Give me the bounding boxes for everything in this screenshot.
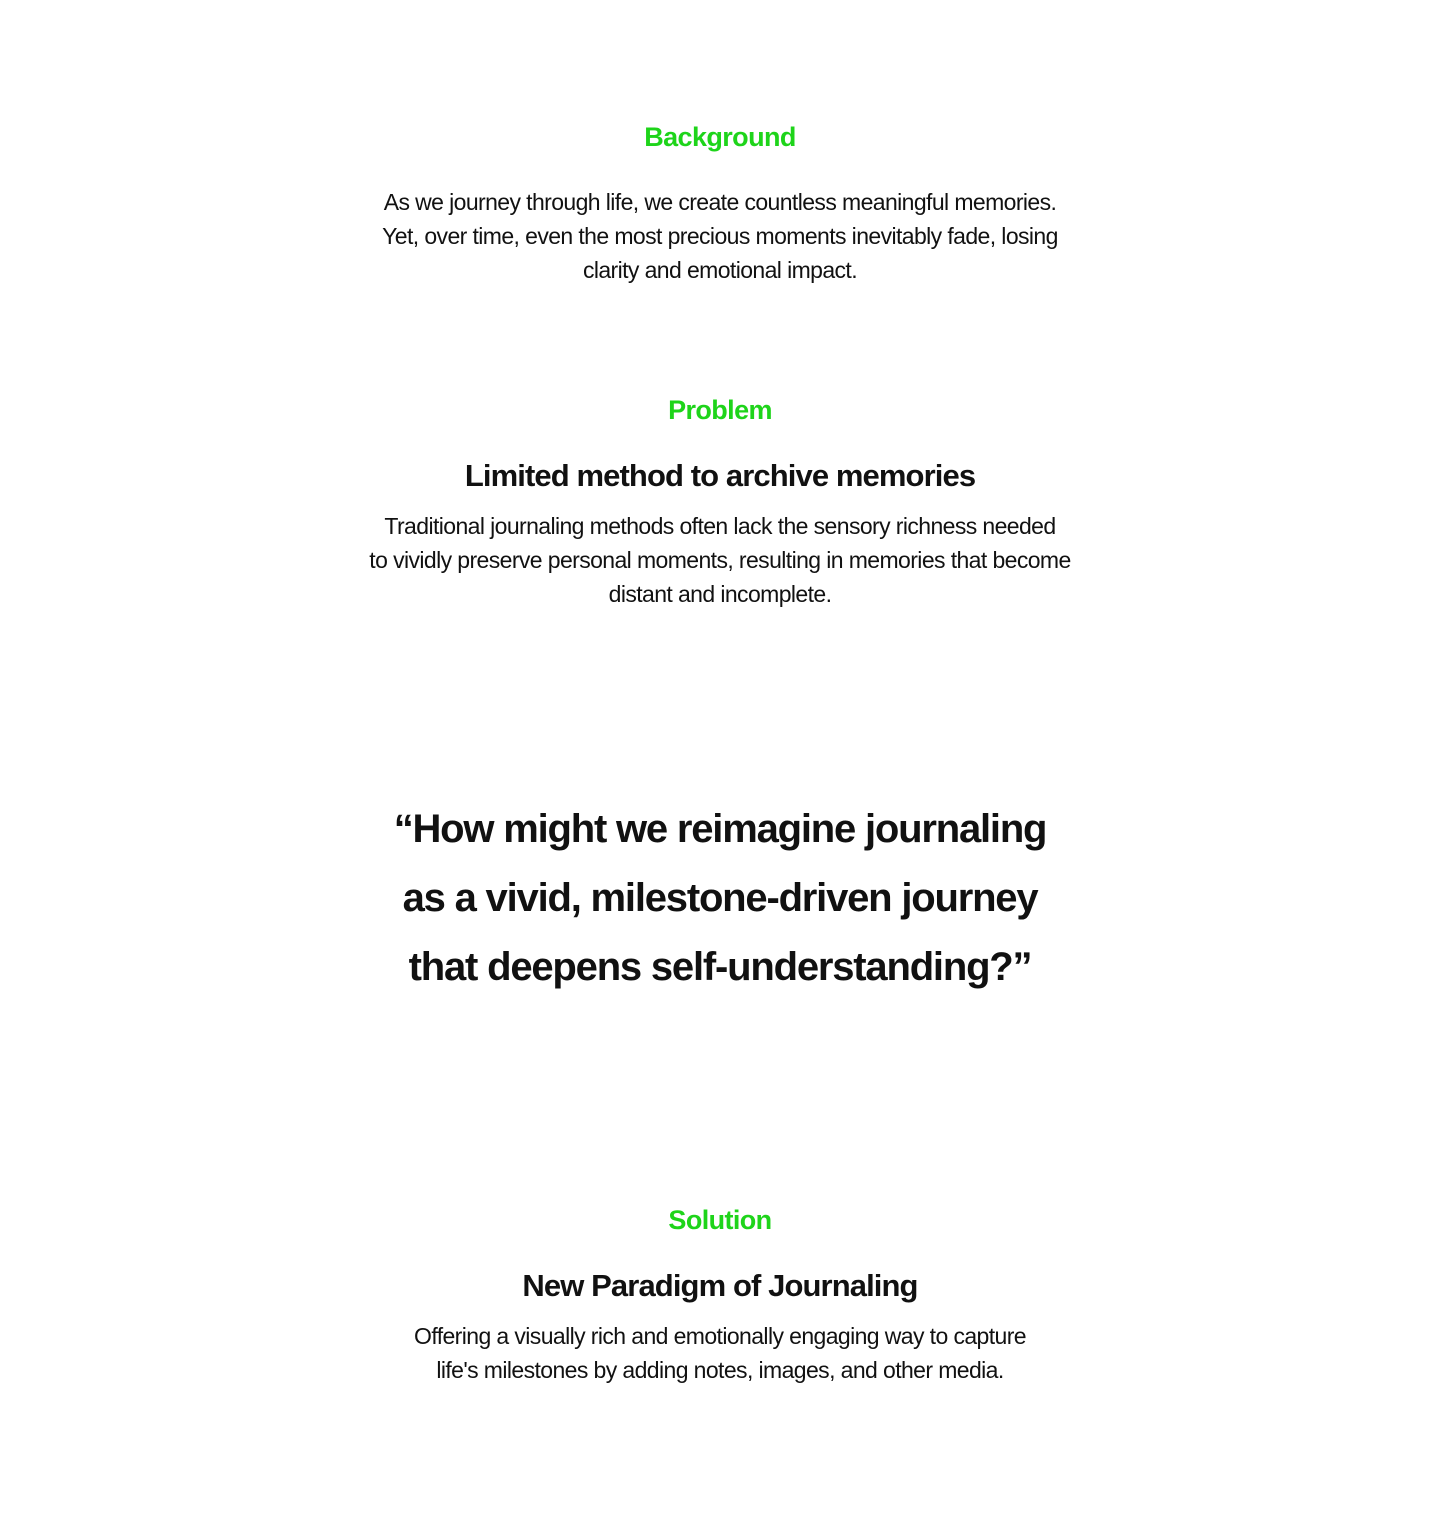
background-label: Background <box>644 122 796 152</box>
problem-section <box>0 394 1440 611</box>
background-section <box>0 121 1440 287</box>
solution-body: Offering a visually rich and emotionally engaging way to capture life's milestones by adding notes, images, and other media. <box>414 1323 1026 1383</box>
solution-label: Solution <box>668 1205 772 1235</box>
problem-label: Problem <box>668 395 772 425</box>
solution-section <box>0 1204 1440 1387</box>
solution-title: New Paradigm of Journaling <box>522 1268 918 1303</box>
how-might-we-quote: “How might we reimagine journaling as a vivid, milestone-driven journey that deepens self-understanding?” <box>393 807 1047 989</box>
problem-title: Limited method to archive memories <box>464 458 976 493</box>
background-body: As we journey through life, we create countless meaningful memories. Yet, over time, even the most precious moments inevitably fade, losing clarity and emotional impact. <box>382 189 1058 283</box>
problem-body: Traditional journaling methods often lack the sensory richness needed to vividly preserve personal moments, resulting in memories that become distant and incomplete. <box>369 513 1071 607</box>
question-section <box>0 795 1440 1002</box>
